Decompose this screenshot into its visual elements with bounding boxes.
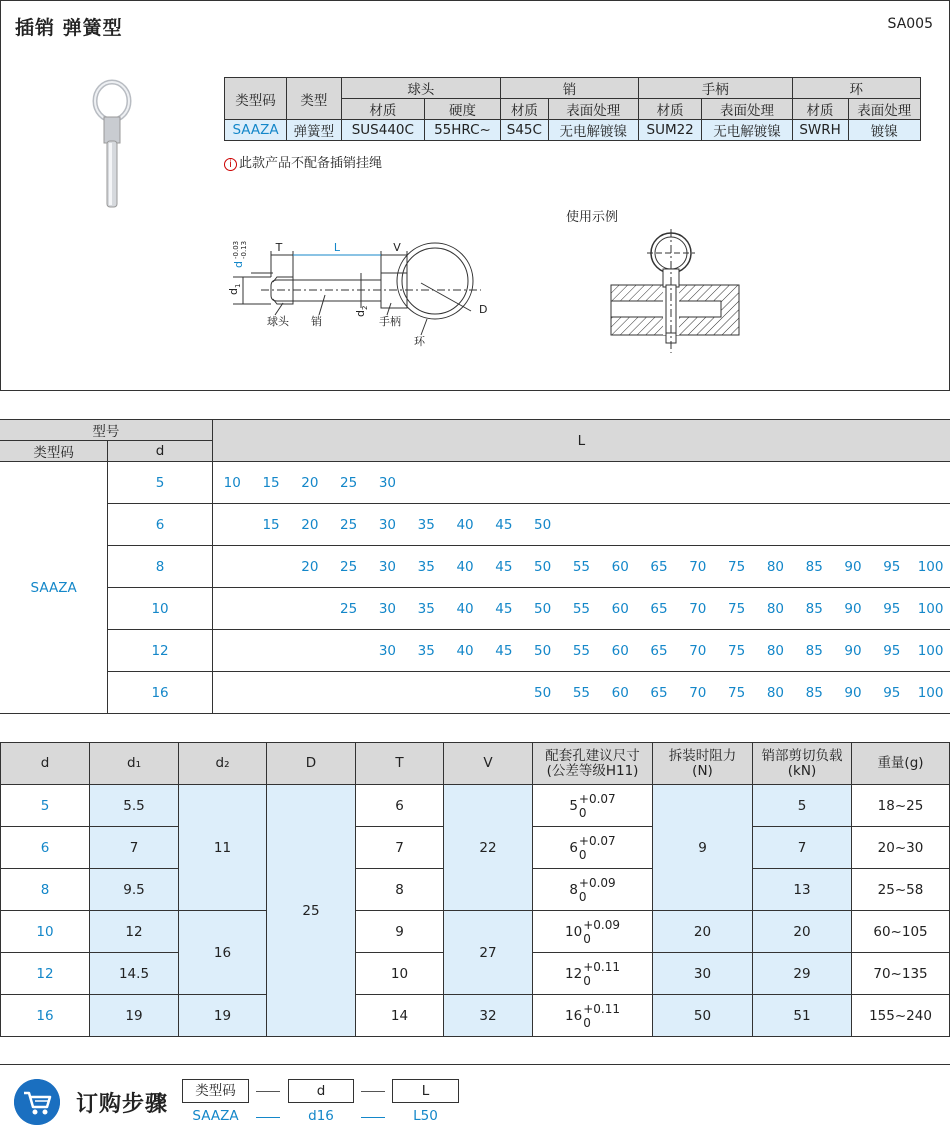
note: [224, 152, 382, 171]
order-box-L: L: [392, 1079, 459, 1103]
ltab-L-value[interactable]: 30: [378, 642, 397, 659]
label-d2: d: [354, 310, 367, 317]
ltab-L-value[interactable]: 40: [456, 600, 474, 617]
dtab-d1: 12: [90, 911, 179, 953]
label-ball: 球头: [267, 315, 289, 328]
dtab-header-d: d: [1, 743, 90, 785]
spec-ring-surface: 镀镍: [848, 120, 921, 141]
spec-handle-material: SUM22: [638, 120, 702, 141]
order-steps: [0, 1064, 950, 1139]
hole-tol-up: +0.11: [583, 1001, 620, 1016]
ltab-L-value[interactable]: 95: [883, 600, 901, 617]
ltab-L-value[interactable]: 45: [495, 516, 513, 533]
product-code: SA005: [887, 16, 933, 32]
usage-label: 使用示例: [566, 210, 619, 225]
ltab-L-value[interactable]: 100: [917, 642, 944, 659]
ltab-L-value[interactable]: 25: [340, 558, 358, 575]
ltab-L-value[interactable]: 70: [689, 642, 707, 659]
ltab-header-d: d: [108, 441, 213, 462]
dtab-d2: 19: [179, 995, 267, 1037]
dtab-d[interactable]: 8: [1, 869, 90, 911]
dtab-d1: 19: [90, 995, 179, 1037]
spec-ring-material: SWRH: [792, 120, 848, 141]
label-d: d: [232, 261, 245, 268]
ltab-L-value[interactable]: 90: [844, 600, 862, 617]
label-tol-up: -0.03: [232, 240, 240, 259]
spec-sub-surface: 表面处理: [548, 99, 638, 120]
dtab-d2: 16: [179, 911, 267, 995]
dtab-header-weight: 重量(g): [852, 743, 950, 785]
label-T: T: [275, 241, 283, 254]
dtab-shear: 20: [753, 911, 852, 953]
label-d1-sub: 1: [234, 283, 242, 288]
ltab-L-cell: [212, 630, 950, 672]
hole-tol-lo: 0: [578, 847, 587, 862]
ltab-L-value[interactable]: 25: [340, 516, 358, 533]
ltab-L-value[interactable]: 40: [456, 558, 474, 575]
ltab-d[interactable]: 8: [108, 546, 213, 588]
hole-header-line2: (公差等级H11): [546, 762, 639, 779]
dtab-header-T: T: [356, 743, 444, 785]
ltab-L-value[interactable]: 95: [883, 684, 901, 701]
order-value-typecode[interactable]: SAAZA: [192, 1108, 239, 1124]
dtab-d1: 5.5: [90, 785, 179, 827]
ltab-L-value[interactable]: 20: [301, 474, 319, 491]
ltab-L-value[interactable]: 90: [844, 684, 862, 701]
ltab-L-value[interactable]: 20: [301, 516, 319, 533]
ltab-L-value[interactable]: 75: [728, 684, 746, 701]
order-value-L[interactable]: L50: [413, 1108, 438, 1124]
dtab-resistance: 9: [653, 785, 753, 911]
warning-icon: i: [224, 158, 237, 171]
usage-diagram: [607, 229, 743, 355]
hole-tol-up: +0.07: [578, 791, 616, 806]
dtab-hole: [533, 911, 653, 953]
ltab-L-cell: [212, 546, 950, 588]
ltab-L-value[interactable]: 70: [689, 684, 707, 701]
ltab-L-value[interactable]: 90: [844, 642, 862, 659]
dtab-T: 8: [356, 869, 444, 911]
hole-tol-lo: 0: [583, 973, 591, 988]
label-V: V: [393, 241, 401, 254]
ltab-L-value[interactable]: 100: [917, 684, 944, 701]
dtab-shear: 7: [753, 827, 852, 869]
order-connector: [361, 1091, 385, 1092]
dtab-hole: [533, 953, 653, 995]
dtab-V: 27: [444, 911, 533, 995]
ltab-L-value[interactable]: 50: [534, 558, 552, 575]
dtab-header-shear: [753, 743, 852, 785]
dtab-T: 10: [356, 953, 444, 995]
hole-tol-up: +0.09: [583, 917, 620, 932]
dtab-header-hole: [533, 743, 653, 785]
dtab-header-resistance: [653, 743, 753, 785]
order-connector: [256, 1091, 280, 1092]
ltab-L-value[interactable]: 30: [378, 474, 397, 491]
label-tol-lo: -0.13: [240, 240, 248, 259]
ltab-L-cell: [212, 672, 950, 714]
ltab-L-value[interactable]: 50: [534, 600, 552, 617]
ltab-L-value[interactable]: 55: [572, 600, 591, 617]
dtab-d[interactable]: 10: [1, 911, 90, 953]
spec-header-ball: 球头: [341, 78, 500, 99]
ltab-L-value[interactable]: 15: [262, 474, 280, 491]
spec-sub-material: 材质: [792, 99, 848, 120]
note-text: 此款产品不配备插销挂绳: [239, 156, 383, 171]
ltab-L-value[interactable]: 55: [572, 642, 591, 659]
dtab-V: 32: [444, 995, 533, 1037]
dtab-d2: 11: [179, 785, 267, 911]
shear-header-line2: (kN): [787, 762, 817, 779]
spec-table: [224, 77, 921, 141]
spec-header-handle: 手柄: [638, 78, 792, 99]
ltab-L-value[interactable]: 30: [378, 558, 397, 575]
ltab-d[interactable]: 12: [108, 630, 213, 672]
dtab-d[interactable]: 12: [1, 953, 90, 995]
ltab-L-value[interactable]: 35: [417, 600, 435, 617]
ltab-L-value[interactable]: 60: [611, 642, 629, 659]
res-header-line2: (N): [692, 762, 713, 779]
dtab-T: 9: [356, 911, 444, 953]
dtab-shear: 51: [753, 995, 852, 1037]
ltab-header-typecode: 类型码: [0, 441, 108, 462]
label-pin: 销: [311, 315, 322, 328]
spec-header-ring: 环: [792, 78, 920, 99]
dtab-hole: [533, 995, 653, 1037]
dtab-resistance: 30: [653, 953, 753, 995]
order-box-d: d: [288, 1079, 354, 1103]
order-connector: [256, 1117, 280, 1118]
ltab-L-value[interactable]: 75: [728, 558, 746, 575]
dtab-weight: 70~135: [852, 953, 950, 995]
ltab-L-value[interactable]: 50: [534, 516, 552, 533]
hole-tol-up: +0.09: [578, 875, 616, 890]
ltab-L-value[interactable]: 35: [417, 642, 435, 659]
order-value-d[interactable]: d16: [308, 1108, 334, 1124]
ltab-d[interactable]: 16: [108, 672, 213, 714]
ltab-L-value[interactable]: 50: [534, 642, 552, 659]
product-photo: [87, 79, 137, 213]
dtab-d1: 14.5: [90, 953, 179, 995]
hole-tol-lo: 0: [578, 805, 587, 820]
order-title: 订购步骤: [76, 1092, 169, 1117]
dtab-T: 7: [356, 827, 444, 869]
dtab-hole: [533, 869, 653, 911]
ltab-L-value[interactable]: 20: [301, 558, 319, 575]
spec-handle-surface: 无电解镀镍: [702, 120, 792, 141]
ltab-L-value[interactable]: 80: [766, 600, 784, 617]
cart-icon: [14, 1079, 60, 1125]
ltab-L-value[interactable]: 50: [534, 684, 552, 701]
ltab-L-value[interactable]: 55: [572, 558, 591, 575]
ltab-L-value[interactable]: 90: [844, 558, 862, 575]
ltab-L-value[interactable]: 85: [805, 642, 823, 659]
ltab-d[interactable]: 10: [108, 588, 213, 630]
ltab-L-value[interactable]: 85: [805, 684, 823, 701]
label-L: L: [333, 241, 341, 254]
dtab-resistance: 50: [653, 995, 753, 1037]
hole-nominal: 10: [565, 923, 583, 940]
dtab-weight: 20~30: [852, 827, 950, 869]
hole-nominal: 6: [569, 839, 578, 856]
ltab-L-value[interactable]: 35: [417, 558, 435, 575]
dtab-hole: [533, 827, 653, 869]
dtab-header-D: D: [267, 743, 356, 785]
spec-sub-material: 材质: [638, 99, 702, 120]
ltab-L-cell: [212, 588, 950, 630]
dtab-resistance: 20: [653, 911, 753, 953]
spec-pin-material: S45C: [501, 120, 549, 141]
dtab-weight: 155~240: [852, 995, 950, 1037]
dtab-V: 22: [444, 785, 533, 911]
label-ring: 环: [414, 335, 425, 348]
dtab-header-d1: d₁: [90, 743, 179, 785]
spec-sub-material: 材质: [341, 99, 424, 120]
order-box-typecode: 类型码: [182, 1079, 249, 1103]
dtab-d[interactable]: 6: [1, 827, 90, 869]
dtab-T: 6: [356, 785, 444, 827]
dtab-d[interactable]: 16: [1, 995, 90, 1037]
ltab-L-value[interactable]: 10: [223, 474, 241, 491]
ltab-L-value[interactable]: 80: [766, 684, 784, 701]
spec-sub-hardness: 硬度: [424, 99, 500, 120]
label-d1: d: [227, 288, 240, 295]
page-title: 插销 弹簧型: [15, 17, 123, 39]
dtab-weight: 18~25: [852, 785, 950, 827]
dimension-diagram: [221, 233, 501, 351]
spec-typecode[interactable]: SAAZA: [225, 120, 287, 141]
hole-tol-lo: 0: [583, 931, 591, 946]
dtab-T: 14: [356, 995, 444, 1037]
ltab-L-value[interactable]: 95: [883, 642, 901, 659]
ltab-L-value[interactable]: 85: [805, 600, 823, 617]
ltab-L-value[interactable]: 65: [650, 684, 668, 701]
ltab-L-value[interactable]: 60: [611, 684, 629, 701]
spec-sub-surface: 表面处理: [702, 99, 792, 120]
dtab-shear: 29: [753, 953, 852, 995]
dtab-shear: 5: [753, 785, 852, 827]
ltab-L-value[interactable]: 80: [766, 558, 784, 575]
hole-nominal: 5: [569, 797, 578, 814]
product-info-panel: [0, 0, 950, 391]
ltab-L-value[interactable]: 85: [805, 558, 823, 575]
ltab-L-value[interactable]: 40: [456, 642, 474, 659]
ltab-L-value[interactable]: 65: [650, 600, 668, 617]
ltab-L-value[interactable]: 55: [572, 684, 591, 701]
label-handle: 手柄: [379, 315, 401, 328]
hole-header-line1: 配套孔建议尺寸: [545, 747, 640, 764]
shear-header-line1: 销部剪切负载: [761, 747, 843, 764]
ltab-typecode[interactable]: SAAZA: [0, 462, 108, 714]
ltab-L-value[interactable]: 60: [611, 558, 629, 575]
label-d2-sub: 2: [361, 305, 369, 310]
hole-nominal: 16: [565, 1007, 583, 1024]
ltab-L-value[interactable]: 75: [728, 642, 746, 659]
hole-tol-up: +0.11: [583, 959, 620, 974]
label-D: D: [479, 303, 488, 316]
dtab-shear: 13: [753, 869, 852, 911]
dtab-hole: [533, 785, 653, 827]
dtab-d[interactable]: 5: [1, 785, 90, 827]
dimension-table: [0, 742, 950, 1037]
dtab-weight: 25~58: [852, 869, 950, 911]
ltab-d[interactable]: 5: [108, 462, 213, 504]
hole-nominal: 8: [569, 881, 578, 898]
spec-type: 弹簧型: [287, 120, 342, 141]
ltab-header-L: L: [212, 420, 950, 462]
order-connector: [361, 1117, 385, 1118]
spec-ball-material: SUS440C: [341, 120, 424, 141]
ltab-L-value[interactable]: 35: [417, 516, 435, 533]
ltab-L-value[interactable]: 70: [689, 600, 707, 617]
spec-pin-surface: 无电解镀镍: [548, 120, 638, 141]
dtab-d1: 9.5: [90, 869, 179, 911]
ltab-L-value[interactable]: 40: [456, 516, 474, 533]
ltab-L-cell: [212, 462, 950, 504]
ltab-L-value[interactable]: 30: [378, 600, 397, 617]
ltab-L-value[interactable]: 45: [495, 642, 513, 659]
ltab-L-value[interactable]: 60: [611, 600, 629, 617]
ltab-L-value[interactable]: 25: [340, 600, 358, 617]
ltab-L-value[interactable]: 30: [378, 516, 397, 533]
ltab-L-value[interactable]: 95: [883, 558, 901, 575]
spec-header-pin: 销: [501, 78, 639, 99]
ltab-header-model: 型号: [0, 420, 212, 441]
spec-ball-hardness: 55HRC~: [424, 120, 500, 141]
spec-header-type: 类型: [287, 78, 342, 120]
dtab-d1: 7: [90, 827, 179, 869]
ltab-L-value[interactable]: 80: [766, 642, 784, 659]
dtab-header-d2: d₂: [179, 743, 267, 785]
res-header-line1: 拆装时阻力: [668, 747, 737, 764]
ltab-L-value[interactable]: 65: [650, 642, 668, 659]
hole-tol-lo: 0: [583, 1015, 591, 1030]
spec-sub-surface: 表面处理: [848, 99, 921, 120]
length-table: [0, 419, 950, 714]
ltab-L-value[interactable]: 65: [650, 558, 668, 575]
dtab-D: 25: [267, 785, 356, 1037]
ltab-L-value[interactable]: 100: [917, 558, 944, 575]
spec-sub-material: 材质: [501, 99, 549, 120]
ltab-L-value[interactable]: 15: [262, 516, 280, 533]
ltab-d[interactable]: 6: [108, 504, 213, 546]
hole-nominal: 12: [565, 965, 583, 982]
ltab-L-cell: [212, 504, 950, 546]
ltab-L-value[interactable]: 70: [689, 558, 707, 575]
dtab-header-V: V: [444, 743, 533, 785]
spec-header-typecode: 类型码: [225, 78, 287, 120]
ltab-L-value[interactable]: 100: [917, 600, 944, 617]
hole-tol-up: +0.07: [578, 833, 616, 848]
ltab-L-value[interactable]: 75: [728, 600, 746, 617]
ltab-L-value[interactable]: 45: [495, 558, 513, 575]
hole-tol-lo: 0: [578, 889, 587, 904]
ltab-L-value[interactable]: 45: [495, 600, 513, 617]
ltab-L-value[interactable]: 25: [340, 474, 358, 491]
dtab-weight: 60~105: [852, 911, 950, 953]
